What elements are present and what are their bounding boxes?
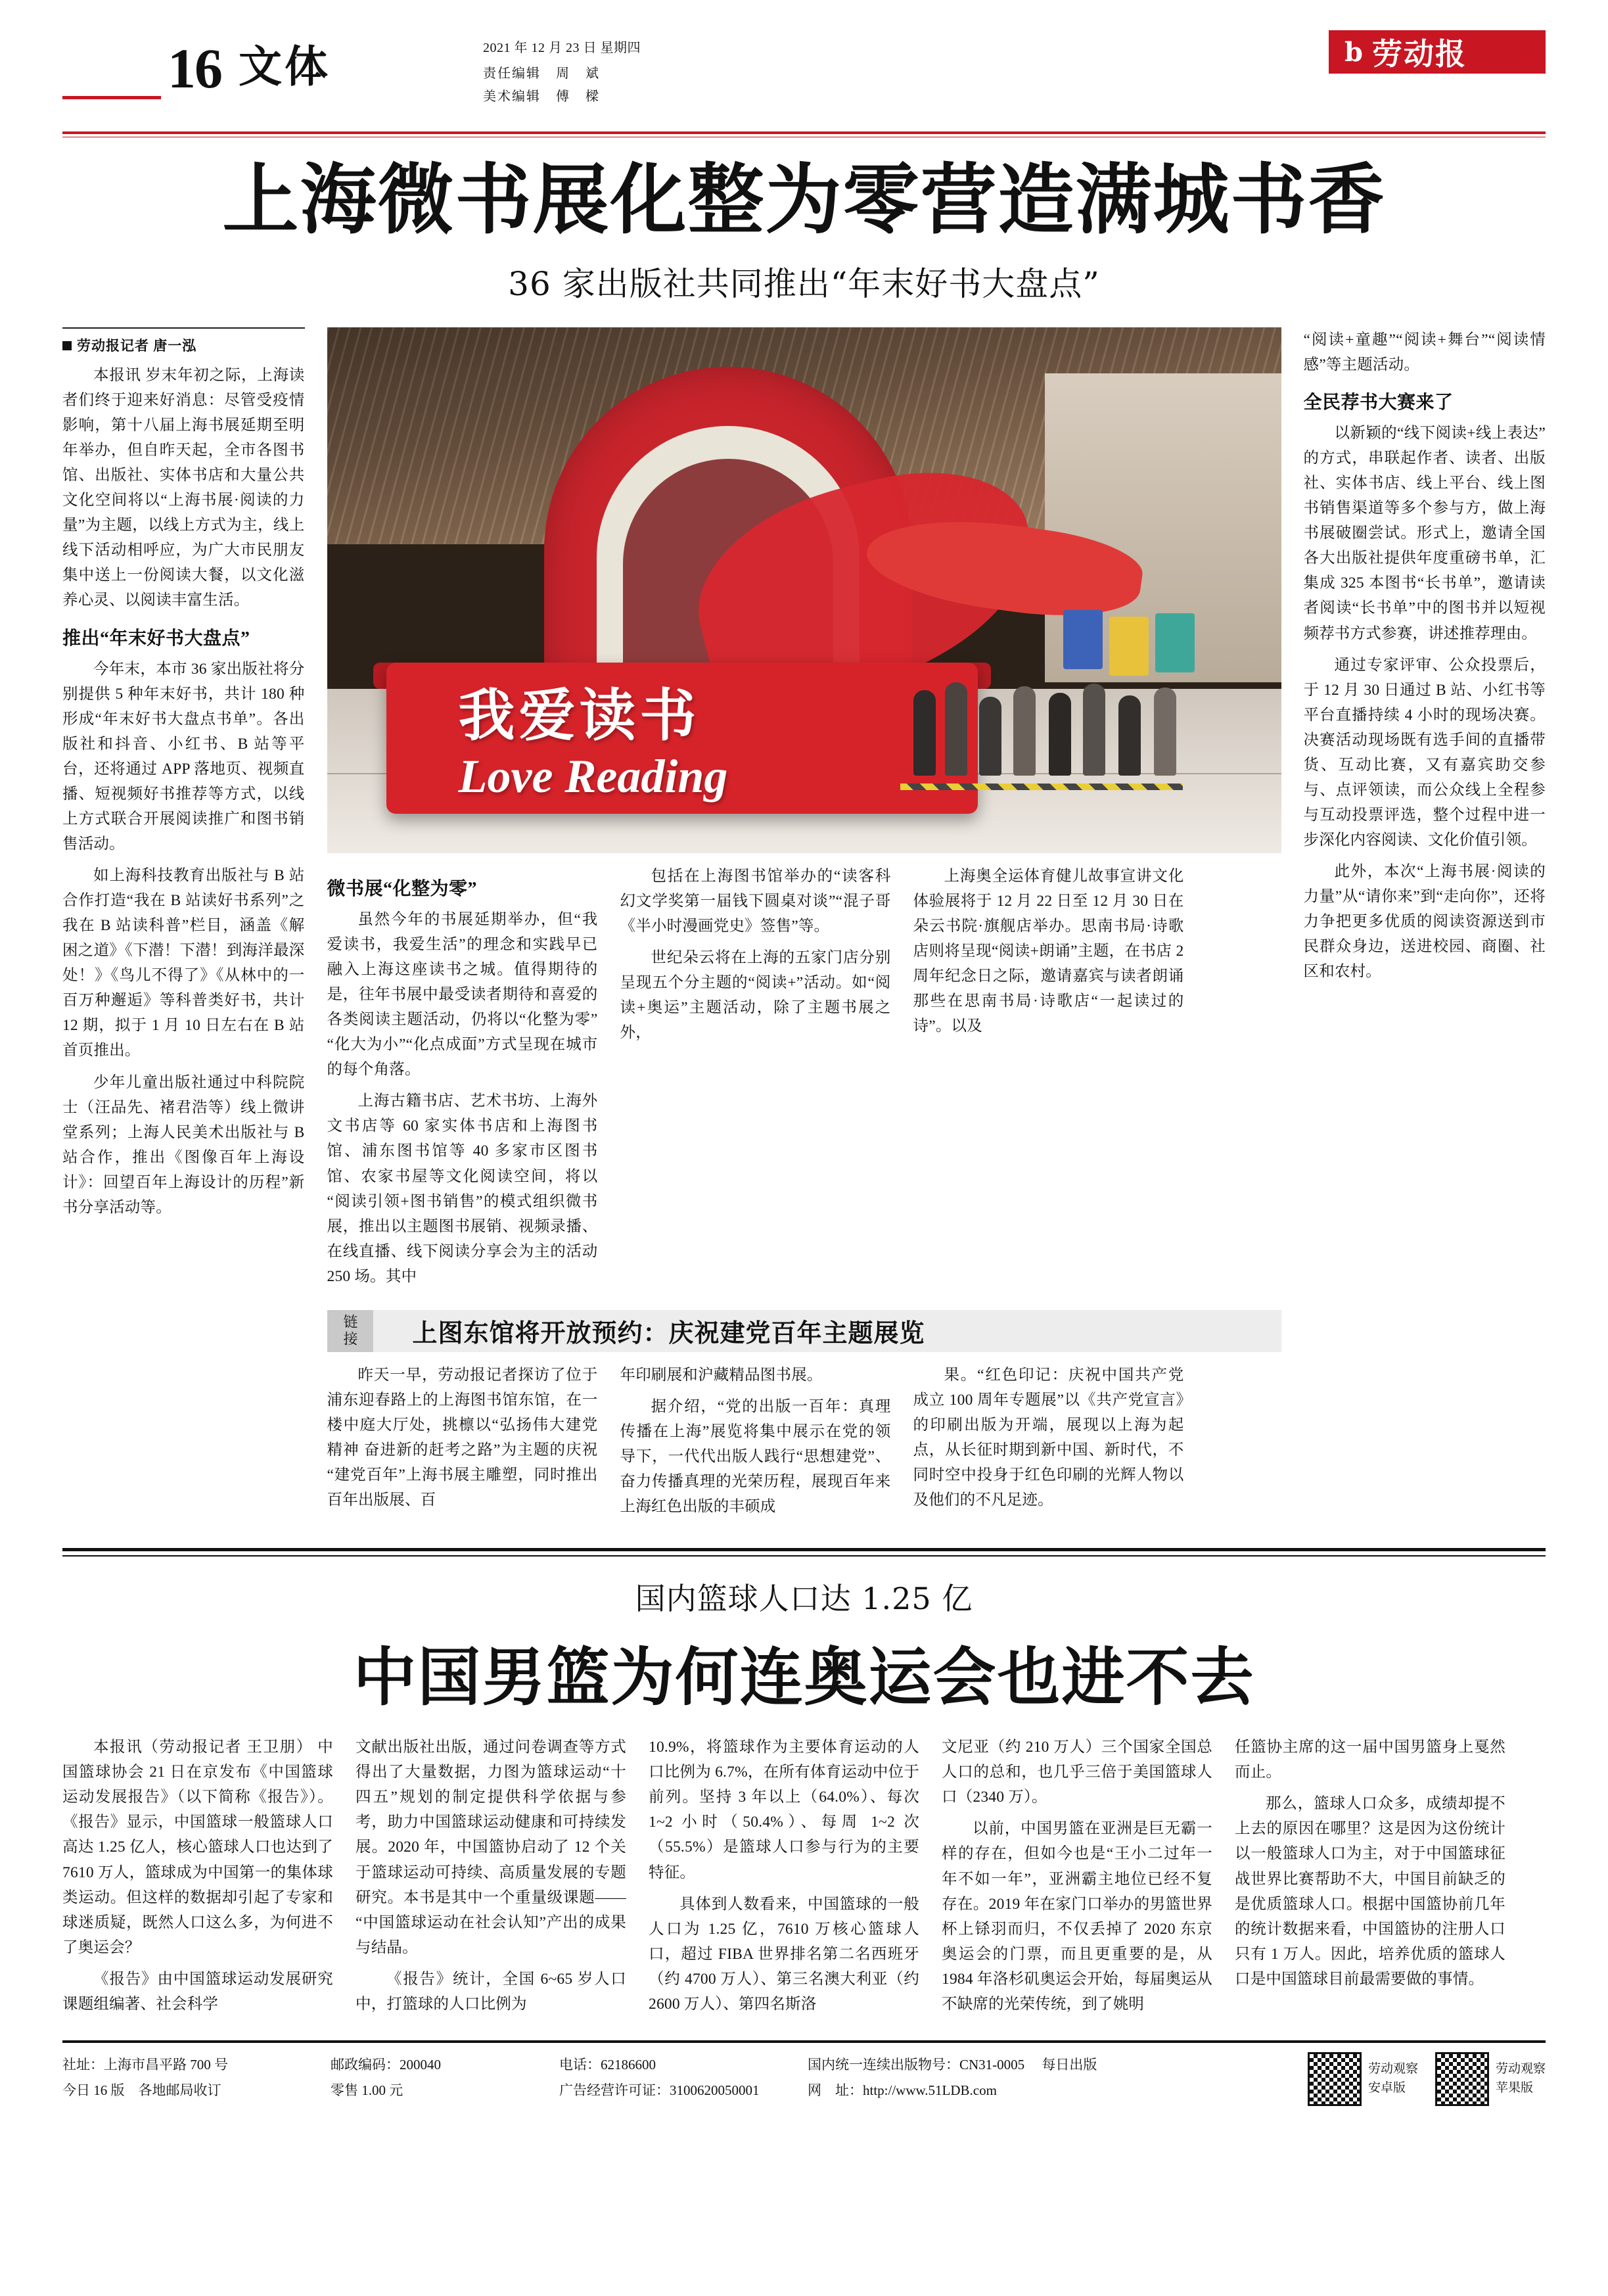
subheading: 全民荐书大赛来了	[1303, 392, 1454, 413]
paragraph: 通过专家评审、公众投票后，于 12 月 30 日通过 B 站、小红书等平台直播持续 4 小时的现场决赛。决赛活动现场既有选手间的直播带货、互动比赛，又有嘉宾助交参与、点评领读，而公众线上全程参与互动投票评选，整个过程中进一步深化内容阅读、文化价值引领。	[1303, 656, 1546, 849]
secondary-columns	[62, 1735, 1546, 2023]
qr-code-icon[interactable]	[1435, 2052, 1489, 2106]
lead-headline-block	[62, 155, 1546, 305]
logo-name: 劳动报	[1371, 36, 1467, 72]
byline-rule	[62, 327, 305, 355]
responsible-editor-name: 周 斌	[556, 66, 605, 81]
secondary-column-3	[649, 1735, 919, 2023]
secondary-column-2	[356, 1735, 626, 2023]
lead-column-1	[62, 327, 305, 1526]
paragraph: 如上海科技教育出版社与 B 站合作打造“我在 B 站读好书系列”之我在 B 站读科普”栏目，涵盖《解困之道》《下潜！下潜！到海洋最深处！》《鸟儿不得了》《从林中的一百万种邂逅》等科普类好书，共计 12 期，拟于 1 月 10 日左右在 B 站首页推出。	[62, 867, 305, 1060]
paragraph: 世纪朵云将在上海的五家门店分别呈现五个分主题的“阅读+”活动。如“阅读+奥运”主题活动，除了主题书展之外，	[620, 949, 891, 1042]
secondary-article	[62, 1575, 1546, 2023]
lead-byline	[62, 335, 305, 355]
footer-subscribe: 各地邮局收订	[138, 2082, 221, 2098]
lead-top-row	[62, 327, 1546, 1526]
paragraph: 包括在上海图书馆举办的“读客科幻文学奖第一届钱下圆桌对谈”“混子哥《半小时漫画党史》签售”等。	[620, 867, 891, 935]
footer-price-value: 1.00 元	[361, 2082, 403, 2098]
photo-visitors-group	[913, 677, 1189, 776]
subheading: 推出“年末好书大盘点”	[62, 628, 250, 649]
masthead-accent-rule	[62, 96, 161, 99]
qr-app-name: 劳动观察	[1495, 2062, 1546, 2076]
footer-address-label: 社址：	[62, 2056, 104, 2073]
footer-cn-line	[808, 2052, 1176, 2078]
paragraph: 虽然今年的书展延期举办，但“我爱读书，我爱生活”的理念和实践早已融入上海这座读书之城。值得期待的是，往年书展中最受读者期待和喜爱的各类阅读主题活动，仍将以“化整为零”“化大为小”“化点成面”方式呈现在城市的每个角落。	[327, 910, 598, 1079]
link-box-column-2	[620, 1363, 891, 1526]
footer-ad-value: 3100620050001	[670, 2082, 760, 2098]
paragraph: 果。“红色印记：庆祝中国共产党成立 100 周年专题展”以《共产党宣言》的印刷出版为开端，展现以上海为起点，从长征时期到新中国、新时代，不同时空中投身于红色印刷的光辉人物以及他们的不凡足迹。	[913, 1366, 1184, 1509]
paragraph: 本报讯（劳动报记者 王卫朋） 中国篮球协会 21 日在京发布《中国篮球运动发展报告》（以下简称《报告》）。《报告》显示，中国篮球一般篮球人口高达 1.25 亿人，核心篮球人口也达到了 7610 万人，篮球成为中国第一的集体球类运动。但这样的数据却引起了专家和球迷质疑，既然人口这么多，为何进不了奥运会？	[62, 1739, 333, 1956]
footer-address-block	[62, 2052, 299, 2103]
section-divider-thick	[62, 1548, 1546, 1551]
logo-letter: b	[1344, 36, 1363, 68]
lead-center-block	[327, 327, 1281, 1526]
footer-web-line	[808, 2078, 1176, 2103]
secondary-column-4	[942, 1735, 1212, 2023]
photo-visitor	[1013, 686, 1036, 776]
photo-visitor	[1049, 693, 1071, 776]
footer-price-label: 零售	[331, 2082, 358, 2098]
paragraph: 少年儿童出版社通过中科院院士（汪品先、褚君浩等）线上微讲堂系列；上海人民美术出版社与 B 站合作，推出《图像百年上海设计》：回望百年上海设计的历程”新书分享活动等。	[62, 1073, 305, 1216]
paragraph: 本报讯 岁末年初之际，上海读者们终于迎来好消息：尽管受疫情影响，第十八届上海书展延期至明年举办，但自昨天起，全市各图书馆、出版社、实体书店和大量公共文化空间将以“上海书展·阅读的力量”为主题，以线上方式为主，线上线下活动相呼应，为广大市民朋友集中送上一份阅读大餐，以文化滋养心灵、以阅读丰富生活。	[62, 366, 305, 609]
section-name: 文体	[239, 41, 331, 92]
qr-platform: 苹果版	[1495, 2080, 1533, 2095]
footer-issn-block	[808, 2052, 1176, 2103]
publication-date: 2021 年 12 月 23 日 星期四	[483, 41, 641, 55]
footer-qr-codes	[1308, 2052, 1546, 2106]
lead-subhead: 36 家出版社共同推出“年末好书大盘点”	[508, 264, 1100, 303]
lead-headline: 上海微书展化整为零营造满城书香	[222, 155, 1386, 245]
footer-tel-line	[559, 2052, 776, 2078]
footer-cn-label: 国内统一连续出版物号：	[808, 2056, 959, 2073]
footer-tel-label: 电话：	[559, 2056, 601, 2073]
paragraph: 年印刷展和沪藏精品图书展。	[620, 1366, 823, 1384]
footer-web-label: 网 址：	[808, 2082, 863, 2098]
sidebar-link-box	[327, 1310, 1281, 1352]
footer-cn-value: CN31-0005	[959, 2056, 1025, 2073]
photo-slogan-en: Love Reading	[458, 749, 728, 803]
footer-pages-line	[62, 2078, 299, 2103]
footer-address-line	[62, 2052, 299, 2078]
bullet-square-icon	[62, 341, 72, 350]
paragraph: 《报告》由中国篮球运动发展研究课题组编著、社会科学	[62, 1970, 333, 2013]
secondary-kicker: 国内篮球人口达 1.25 亿	[635, 1581, 973, 1617]
subheading: 微书展“化整为零”	[327, 878, 478, 899]
byline-text: 劳动报记者 唐一泓	[77, 337, 197, 354]
masthead	[62, 0, 1546, 138]
footer-price-line	[331, 2078, 528, 2103]
lead-column-5	[1304, 327, 1546, 1526]
footer-zip-block	[331, 2052, 528, 2103]
footer-pages: 今日 16 版	[62, 2082, 125, 2098]
paragraph: 上海古籍书店、艺术书坊、上海外文书店等 60 家实体书店和上海图书馆、浦东图书馆等 40 多家市区图书馆、农家书屋等文化阅读空间，将以“阅读引领+图书销售”的模式组织微书展，推出以主题图书展销、视频录播、在线直播、线下阅读分享会为主的活动 250 场。其中	[327, 1092, 598, 1285]
lead-column-4	[913, 864, 1184, 1296]
responsible-editor	[483, 62, 641, 85]
paragraph: “阅读+童趣”“阅读+舞台”“阅读情感”等主题活动。	[1303, 331, 1546, 373]
paragraph: 以新颖的“线下阅读+线上表达”的方式，串联起作者、读者、出版社、实体书店、线上平台、线上图书销售渠道等多个参与方，做上海书展破圈尝试。形式上，邀请全国各大出版社提供年度重磅书单，汇集成 325 本图书“长书单”，邀请读者阅读“长书单”中的图书并以短视频荐书方式参赛，讲述推荐理由。	[1303, 425, 1546, 642]
link-box-column-1	[327, 1363, 598, 1526]
qr-android[interactable]	[1308, 2052, 1418, 2106]
qr-code-icon[interactable]	[1308, 2052, 1362, 2106]
photo-color-panel-teal	[1155, 613, 1195, 672]
paragraph: 《报告》统计，全国 6~65 岁人口中，打篮球的人口比例为	[356, 1970, 626, 2013]
photo-color-panel-blue	[1063, 610, 1103, 669]
photo-visitor	[979, 697, 1001, 776]
footer-zip-label: 邮政编码：	[331, 2056, 400, 2073]
footer-daily: 每日出版	[1042, 2056, 1097, 2073]
photo-visitor	[1118, 695, 1141, 776]
lead-column-2	[327, 864, 598, 1296]
footer-ad-label: 广告经营许可证：	[559, 2082, 670, 2098]
link-box-column-3	[913, 1363, 1184, 1526]
secondary-headline: 中国男篮为何连奥运会也进不去	[353, 1640, 1255, 1715]
responsible-editor-label: 责任编辑	[483, 66, 541, 81]
paragraph: 文尼亚（约 210 万人）三个国家全国总人口的总和，也几乎三倍于美国篮球人口（2340 万）。	[942, 1739, 1212, 1806]
link-box-tag	[327, 1310, 373, 1352]
link-box-tag-label: 链接	[342, 1313, 358, 1348]
qr-ios[interactable]	[1435, 2052, 1546, 2106]
photo-barrier-tape	[900, 784, 1183, 790]
footer-zip-line	[331, 2052, 528, 2078]
art-editor-label: 美术编辑	[483, 89, 541, 104]
lead-column-3	[620, 864, 891, 1296]
footer	[62, 2043, 1546, 2106]
footer-ad-line	[559, 2078, 776, 2103]
paragraph: 那么，篮球人口众多，成绩却提不上去的原因在哪里？这是因为这份统计以一般篮球人口为主，对于中国篮球征战世界比赛帮助不大，中国目前缺乏的是优质篮球人口。根据中国篮协前几年的统计数据来看，中国篮协的注册人口只有 1 万人。因此，培养优质的篮球人口是中国篮球目前最需要做的事情。	[1235, 1795, 1505, 1988]
photo-visitor	[1083, 684, 1105, 776]
footer-tel-value: 62186600	[601, 2056, 656, 2073]
masthead-meta	[483, 37, 641, 108]
qr-platform: 安卓版	[1367, 2080, 1406, 2095]
footer-zip-value: 200040	[400, 2056, 441, 2073]
masthead-divider-thick	[62, 131, 1546, 134]
paragraph: 任篮协主席的这一届中国男篮身上戛然而止。	[1235, 1739, 1505, 1781]
paragraph: 文献出版社出版，通过问卷调查等方式得出了大量数据，力图为篮球运动“十四五”规划的制定提供科学依据与参考，助力中国篮球运动健康和可持续发展。2020 年，中国篮协启动了 12 个关于篮球运动可持续、高质量发展的专题研究。本书是其中一个重量级课题——“中国篮球运动在社会认知”产出的成果与结晶。	[356, 1739, 626, 1956]
paragraph: 10.9%，将篮球作为主要体育运动的人口比例为 6.7%，在所有体育运动中位于前列。坚持 3 年以上（64.0%）、每次 1~2 小时（50.4%）、每周 1~2 次（55.5%）是篮球人口参与行为的主要特征。	[649, 1739, 919, 1881]
lead-center-text-row	[327, 864, 1281, 1296]
link-box-text-row	[327, 1363, 1281, 1526]
page-number: 16	[168, 36, 221, 100]
footer-address-value: 上海市昌平路 700 号	[104, 2056, 228, 2073]
link-box-title: 上图东馆将开放预约：庆祝建党百年主题展览	[373, 1310, 1281, 1352]
newspaper-logo	[1329, 30, 1546, 74]
lead-article	[62, 327, 1546, 1526]
paragraph: 此外，本次“上海书展·阅读的力量”从“请你来”到“走向你”，还将力争把更多优质的阅读资源送到市民群众身边，送进校园、商圈、社区和农村。	[1303, 863, 1546, 981]
paragraph: 上海奥全运体育健儿故事宣讲文化体验展将于 12 月 22 日至 12 月 30 日在朵云书院·旗舰店举办。思南书局·诗歌店则将呈现“阅读+朗诵”主题，在书店 2 周年纪念日之际，邀请嘉宾与读者朗诵那些在思南书局·诗歌店“一起读过的诗”。以及	[913, 867, 1184, 1035]
section-divider-thin	[62, 1555, 1546, 1557]
footer-web-value[interactable]: http://www.51LDB.com	[863, 2082, 997, 2098]
secondary-column-1	[62, 1735, 333, 2023]
photo-color-panel-yellow	[1109, 617, 1149, 676]
footer-contact-block	[559, 2052, 776, 2103]
masthead-left	[62, 32, 331, 100]
lead-photo	[327, 327, 1281, 853]
photo-slogan-cn: 我爱读书	[458, 682, 701, 749]
paragraph: 具体到人数看来，中国篮球的一般人口为 1.25 亿，7610 万核心篮球人口，超过 FIBA 世界排名第二名西班牙（约 4700 万人）、第三名澳大利亚（约 2600 万人）、第四名斯洛	[649, 1895, 919, 2013]
paragraph: 以前，中国男篮在亚洲是巨无霸一样的存在，但如今也是“王小二过年一年不如一年”，亚洲霸主地位已经不复存在。2019 年在家门口举办的男篮世界杯上铩羽而归，不仅丢掉了 2020 东京奥运会的门票，而且更重要的是，从 1984 年洛杉矶奥运会开始，每届奥运从不缺席的光荣传统，到了姚明	[942, 1820, 1212, 2013]
photo-visitor	[945, 682, 967, 776]
paragraph: 昨天一早，劳动报记者探访了位于浦东迎春路上的上海图书馆东馆，在一楼中庭大厅处，挑檩以“弘扬伟大建党精神 奋进新的赶考之路”为主题的庆祝“建党百年”上海书展主雕塑，同时推出百年出版展、百	[327, 1366, 598, 1509]
art-editor	[483, 85, 641, 108]
secondary-column-5	[1235, 1735, 1505, 2023]
qr-app-name: 劳动观察	[1367, 2062, 1418, 2076]
photo-visitor	[913, 690, 936, 776]
paragraph: 今年末，本市 36 家出版社将分别提供 5 种年末好书，共计 180 种形成“年末好书大盘点书单”。各出版社和抖音、小红书、B 站等平台，还将通过 APP 落地页、视频直播、短视频好书推荐等方式，以线上方式联合开展阅读推广和图书销售活动。	[62, 660, 305, 853]
art-editor-name: 傅 樑	[556, 89, 605, 104]
photo-visitor	[1154, 688, 1176, 776]
paragraph: 据介绍，“党的出版一百年：真理传播在上海”展览将集中展示在党的领导下，一代代出版人践行“思想建党”、奋力传播真理的光荣历程，展现百年来上海红色出版的丰硕成	[620, 1397, 891, 1516]
